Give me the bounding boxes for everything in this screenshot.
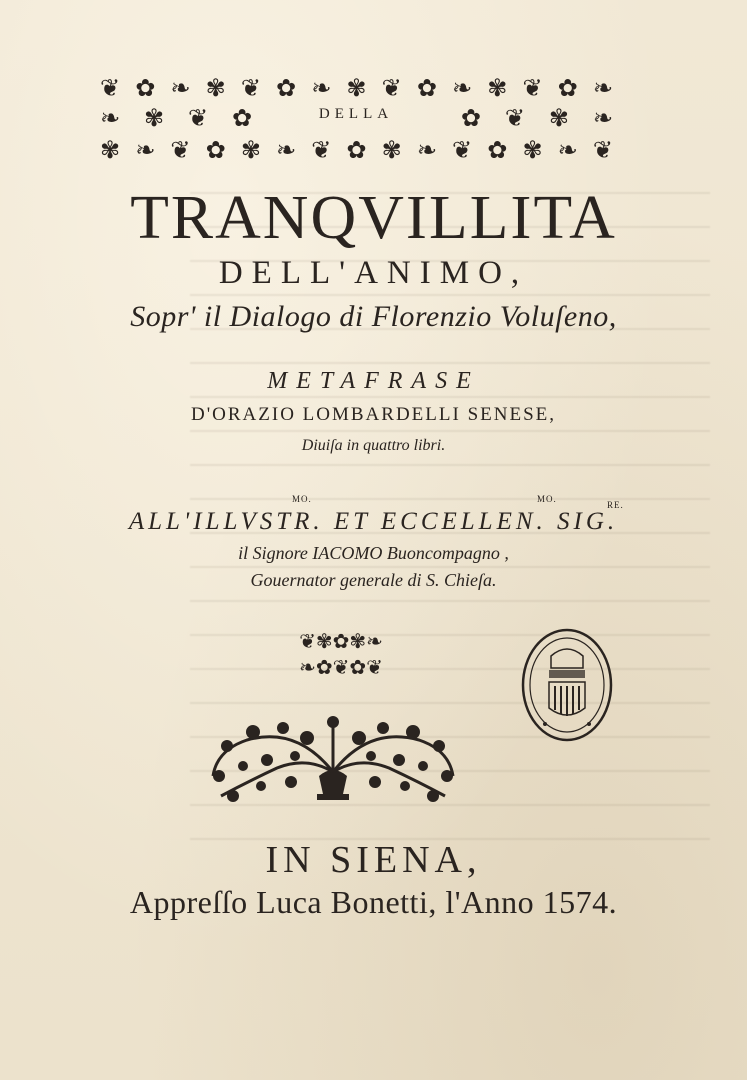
author-line: D'ORAZIO LOMBARDELLI SENESE, xyxy=(191,404,556,425)
superscript-mo-2: MO. xyxy=(537,494,557,504)
fleuron-band-bottom-icon: ✾ ❧ ❦ ✿ ✾ ❧ ❦ ✿ ✾ ❧ ❦ ✿ ✾ ❧ ❦ xyxy=(100,136,612,164)
superscript-re: RE. xyxy=(607,500,624,510)
superscript-mo-1: MO. xyxy=(292,494,312,504)
dedication-line-3: Gouernator generale di S. Chieſa. xyxy=(250,570,497,590)
division-note: Diuiſa in quattro libri. xyxy=(301,437,446,454)
subtitle-dialogo: Sopr' il Dialogo di Florenzio Voluſeno, xyxy=(130,300,617,333)
subtitle-dellanimo: DELL'ANIMO, xyxy=(218,255,529,291)
main-title: TRANQVILLITA xyxy=(130,184,617,252)
imprint-city: IN SIENA, xyxy=(265,839,482,881)
dedication-line-1: ALL'ILLVSTR. ET ECCELLEN. SIG. xyxy=(128,508,619,535)
fleuron-band-icon: ❦ ✿ ❧ ✾ ❦ ✿ ❧ ✾ ❦ ✿ ❧ ✾ ❦ ✿ ❧ xyxy=(100,74,612,102)
della-heading: DELLA xyxy=(318,106,394,122)
fleuron-cluster-icon: ❦✾✿✾❧ ❧✿❦✿❦ xyxy=(299,629,383,679)
metafrase-heading: METAFRASE xyxy=(267,368,480,394)
imprint-publisher: Appreſſo Luca Bonetti, l'Anno 1574. xyxy=(129,884,618,920)
fleuron-band-side-icon: ❧ ✾ ❦ ✿ ✿ ❦ ✾ ❧ xyxy=(100,104,612,132)
header-ornament-band xyxy=(100,74,612,166)
dedication-line-2: il Signore IACOMO Buoncompagno , xyxy=(238,543,509,563)
vine-ornament-icon xyxy=(207,716,459,804)
library-stamp-icon xyxy=(521,628,613,742)
